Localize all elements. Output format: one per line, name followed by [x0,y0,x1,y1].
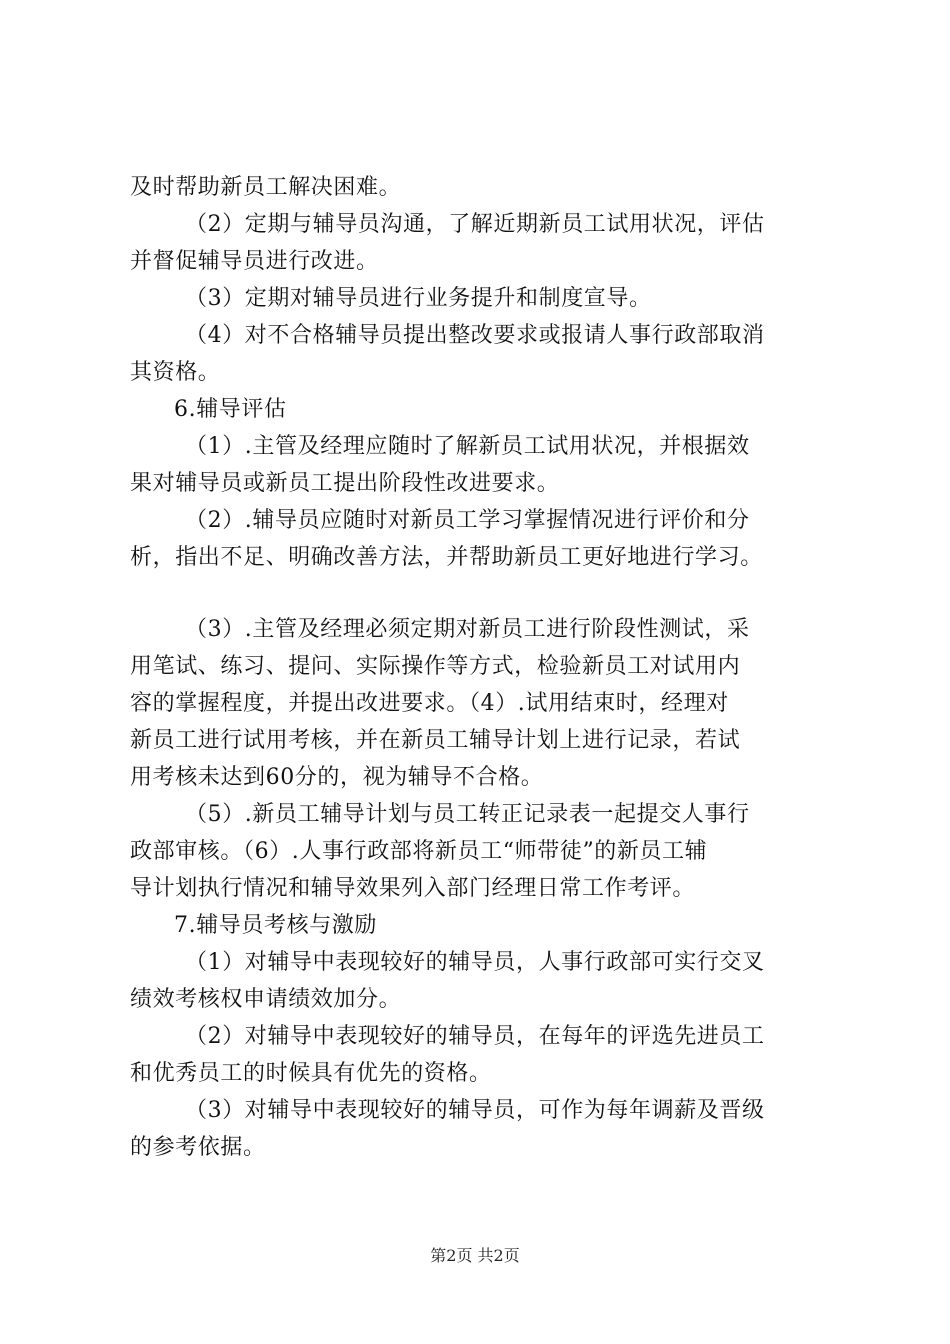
paragraph-line [0,244,950,280]
paragraph-line [0,1019,950,1055]
paragraph-line [0,355,950,391]
paragraph-line [0,170,950,206]
paragraph-line [0,871,950,907]
line-text: 用笔试、练习、提问、实际操作等方式，检验新员工对试用内 [130,654,741,679]
paragraph-line [0,429,950,465]
paragraph-line [0,760,950,796]
paragraph-line [0,503,950,539]
line-text: 用考核未达到60分的，视为辅导不合格。 [130,765,544,790]
paragraph-line [0,686,950,722]
line-text: （1）.主管及经理应随时了解新员工试用状况，并根据效 [185,434,750,459]
line-text: 新员工进行试用考核，并在新员工辅导计划上进行记录，若试 [130,728,741,753]
paragraph-line [0,982,950,1018]
paragraph-line [0,723,950,759]
line-text: （2）定期与辅导员沟通，了解近期新员工试用状况，评估 [185,212,765,237]
line-text: （2）.辅导员应随时对新员工学习掌握情况进行评价和分 [185,508,750,533]
paragraph-line [0,612,950,648]
page-number-footer: 第2页 共2页 [430,1246,520,1265]
line-text: 及时帮助新员工解决困难。 [130,175,402,200]
paragraph-line [0,466,950,502]
section-heading [0,392,950,428]
line-text: 6.辅导评估 [174,397,287,422]
line-text: （5）.新员工辅导计划与员工转正记录表一起提交人事行 [185,802,750,827]
line-text: 其资格。 [130,360,221,385]
paragraph-line [0,1130,950,1166]
paragraph-line [0,649,950,685]
paragraph-line [0,1093,950,1129]
line-text: 容的掌握程度，并提出改进要求。（4）.试用结束时，经理对 [130,691,729,716]
line-text: （3）定期对辅导员进行业务提升和制度宣导。 [185,286,652,311]
line-text: （3）对辅导中表现较好的辅导员，可作为每年调薪及晋级 [185,1098,765,1123]
paragraph-line [0,945,950,981]
paragraph-line [0,1056,950,1092]
paragraph-line [0,797,950,833]
line-text: （4）对不合格辅导员提出整改要求或报请人事行政部取消 [185,323,765,348]
line-text: 绩效考核权申请绩效加分。 [130,987,402,1012]
line-text: 和优秀员工的时候具有优先的资格。 [130,1061,492,1086]
line-text: 政部审核。（6）.人事行政部将新员工“师带徒”的新员工辅 [130,839,708,864]
line-text: 的参考依据。 [130,1135,266,1160]
paragraph-line [0,281,950,317]
line-text: （2）对辅导中表现较好的辅导员，在每年的评选先进员工 [185,1024,765,1049]
line-text: （1）对辅导中表现较好的辅导员，人事行政部可实行交叉 [185,950,765,975]
line-text: 并督促辅导员进行改进。 [130,249,379,274]
paragraph-line [0,207,950,243]
line-text: 果对辅导员或新员工提出阶段性改进要求。 [130,471,560,496]
line-text: 导计划执行情况和辅导效果列入部门经理日常工作考评。 [130,876,696,901]
paragraph-line [0,834,950,870]
line-text: 7.辅导员考核与激励 [174,913,377,938]
paragraph-line [0,540,950,576]
line-text: 析，指出不足、明确改善方法，并帮助新员工更好地进行学习。 [130,545,763,570]
section-heading [0,908,950,944]
line-text: （3）.主管及经理必须定期对新员工进行阶段性测试，采 [185,617,750,642]
paragraph-line [0,318,950,354]
